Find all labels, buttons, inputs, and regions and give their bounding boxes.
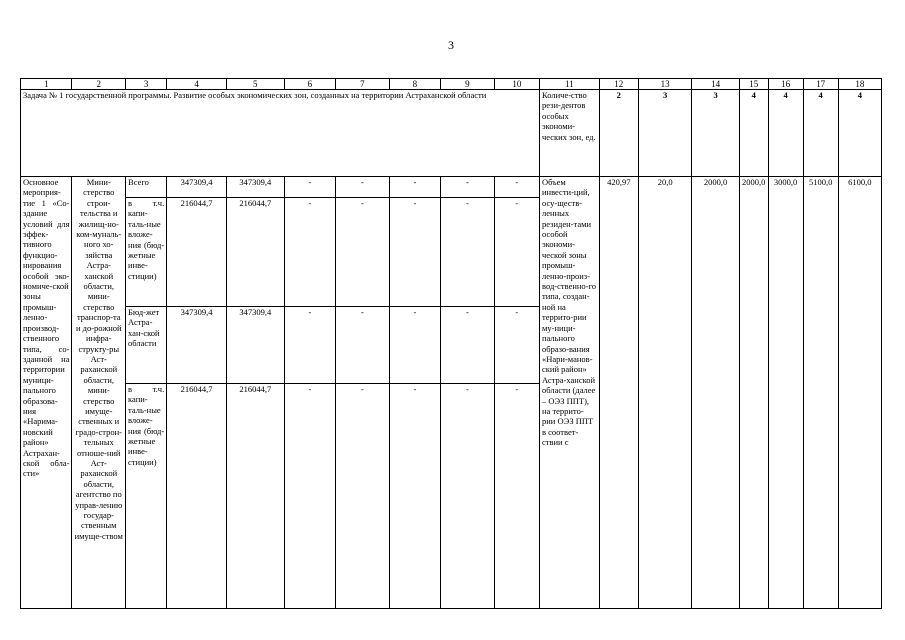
funding-source: Бюд-жет Астра-хан-ской области xyxy=(126,307,167,384)
colnum: 12 xyxy=(599,79,638,90)
dash-cell: - xyxy=(389,198,440,307)
colnum: 8 xyxy=(389,79,440,90)
amount: 216044,7 xyxy=(167,384,227,609)
task-value: 4 xyxy=(739,90,768,177)
dash-cell: - xyxy=(284,384,335,609)
task-value: 4 xyxy=(803,90,838,177)
task-value: 2 xyxy=(599,90,638,177)
dash-cell: - xyxy=(494,198,539,307)
colnum: 6 xyxy=(284,79,335,90)
measure-executors: Мини-стерство строи-тельства и жилищ-но-ком-муналь-ного хо-зяйства Астра-ханской области, мини-стерство транспор-та и до-рожной инфра-структу-ры Аст-раханской области, мини-стерство имуще-ственных и градо-строн-тельных отноше-ний Аст-раханской области, агентство по управ-лению государ-ственным имуще-ством xyxy=(72,177,126,609)
funding-source: в т.ч. капи-таль-ные вложе-ния (бюд-жетные инве-стиции) xyxy=(126,198,167,307)
dash-cell: - xyxy=(336,307,390,384)
dash-cell: - xyxy=(441,307,495,384)
task-value: 4 xyxy=(768,90,803,177)
colnum: 7 xyxy=(336,79,390,90)
dash-cell: - xyxy=(494,384,539,609)
dash-cell: - xyxy=(389,384,440,609)
indicator-value: 2000,0 xyxy=(739,177,768,609)
task-row xyxy=(21,90,882,177)
colnum: 15 xyxy=(739,79,768,90)
dash-cell: - xyxy=(284,198,335,307)
amount: 216044,7 xyxy=(167,198,227,307)
colnum: 5 xyxy=(226,79,284,90)
amount: 347309,4 xyxy=(167,307,227,384)
measure-row-total xyxy=(21,177,882,198)
funding-source: Всего xyxy=(126,177,167,198)
dash-cell: - xyxy=(336,177,390,198)
colnum: 4 xyxy=(167,79,227,90)
dash-cell: - xyxy=(441,198,495,307)
dash-cell: - xyxy=(389,307,440,384)
dash-cell: - xyxy=(441,177,495,198)
amount: 216044,7 xyxy=(226,384,284,609)
page-number: 3 xyxy=(448,38,454,52)
colnum: 11 xyxy=(540,79,600,90)
indicator-value: 420,97 xyxy=(599,177,638,609)
indicator-value: 3000,0 xyxy=(768,177,803,609)
indicator-value: 5100,0 xyxy=(803,177,838,609)
colnum: 3 xyxy=(126,79,167,90)
task-value: 3 xyxy=(692,90,739,177)
amount: 216044,7 xyxy=(226,198,284,307)
column-number-row xyxy=(21,79,882,90)
dash-cell: - xyxy=(494,177,539,198)
measure-indicator: Объем инвести-ций, осу-ществ-ленных резиден-тами особой экономи-ческой зоны промыш-ленно-произ-вод-ственно-го типа, создан-ной на террито-рии му-ници-пального образо-вания «Нари-манов-ский район» Астра-ханской области (далее – ОЭЗ ППТ), на террито-рии ОЭЗ ППТ в соответ-ствии с xyxy=(540,177,600,609)
colnum: 1 xyxy=(21,79,72,90)
dash-cell: - xyxy=(389,177,440,198)
amount: 347309,4 xyxy=(226,177,284,198)
colnum: 16 xyxy=(768,79,803,90)
dash-cell: - xyxy=(336,384,390,609)
colnum: 9 xyxy=(441,79,495,90)
dash-cell: - xyxy=(284,177,335,198)
task-indicator: Количе-ство рези-дентов особых экономи-ческих зон, ед. xyxy=(540,90,600,177)
colnum: 10 xyxy=(494,79,539,90)
dash-cell: - xyxy=(336,198,390,307)
program-table xyxy=(20,78,882,609)
indicator-value: 6100,0 xyxy=(838,177,881,609)
colnum: 13 xyxy=(638,79,692,90)
task-title: Задача № 1 государственной программы. Развитие особых экономических зон, созданных на территории Астраханской области xyxy=(21,90,540,177)
colnum: 17 xyxy=(803,79,838,90)
dash-cell: - xyxy=(284,307,335,384)
measure-name: Основное мероприя-тие 1 «Со-здание условий для эффек-тивного функцио-нирования особой эко-номиче-ской зоны промыш-ленно-производ-ственного типа, со-зданной на территории муници-пального образова-ния «Нарима-новский район» Астрахан-ской обла-сти» xyxy=(21,177,72,609)
colnum: 2 xyxy=(72,79,126,90)
task-value: 4 xyxy=(838,90,881,177)
colnum: 18 xyxy=(838,79,881,90)
colnum: 14 xyxy=(692,79,739,90)
dash-cell: - xyxy=(494,307,539,384)
funding-source: в т.ч. капи-таль-ные вложе-ния (бюд-жетные инве-стиции) xyxy=(126,384,167,609)
indicator-value: 20,0 xyxy=(638,177,692,609)
amount: 347309,4 xyxy=(167,177,227,198)
indicator-value: 2000,0 xyxy=(692,177,739,609)
dash-cell: - xyxy=(441,384,495,609)
task-value: 3 xyxy=(638,90,692,177)
amount: 347309,4 xyxy=(226,307,284,384)
